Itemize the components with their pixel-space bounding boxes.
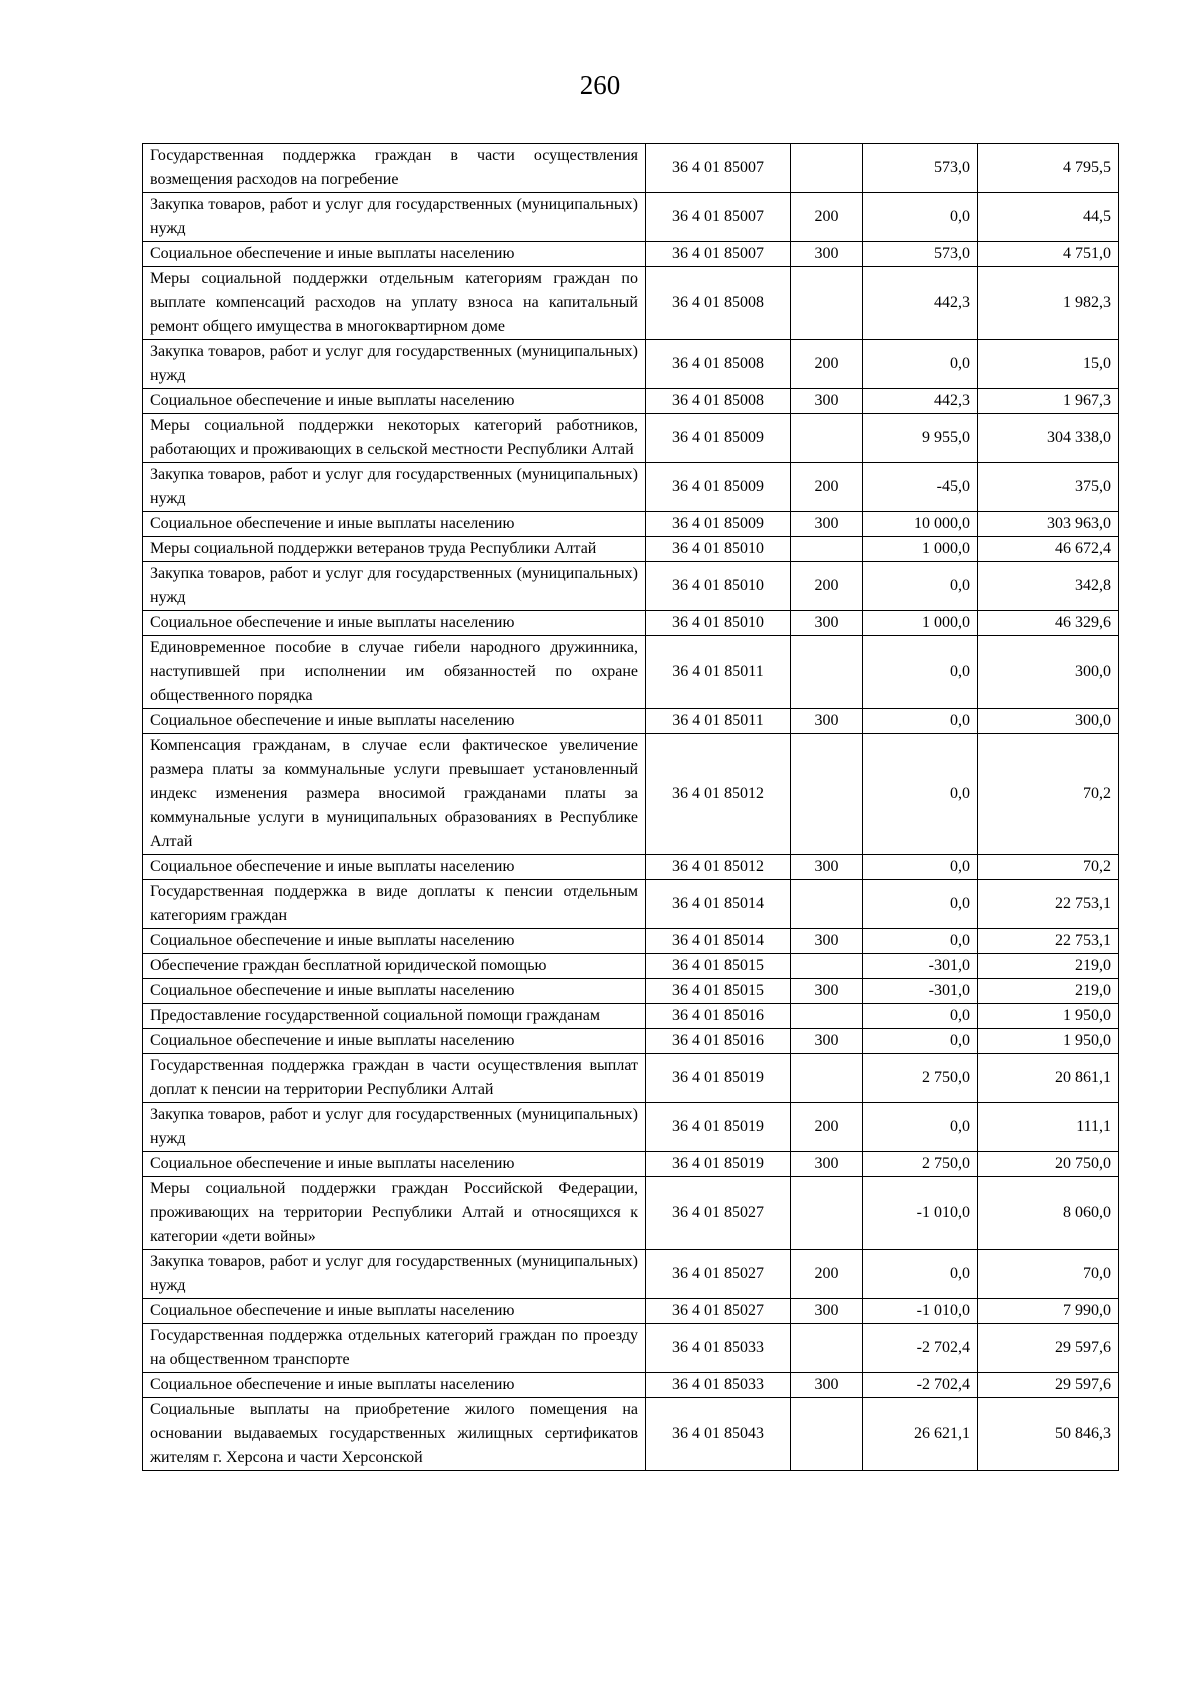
row-name-cell: Меры социальной поддержки ветеранов труда Республики Алтай [143,537,646,562]
row-name-cell: Социальное обеспечение и иные выплаты населению [143,611,646,636]
row-change-cell: 0,0 [863,734,978,855]
row-change-cell: 0,0 [863,929,978,954]
table-row [143,1373,1119,1398]
row-total-cell: 20 750,0 [978,1152,1119,1177]
row-code-cell: 36 4 01 85012 [646,855,791,880]
row-total-cell: 300,0 [978,709,1119,734]
row-expense-type-cell [791,1324,863,1373]
row-total-cell: 22 753,1 [978,929,1119,954]
row-total-cell: 1 982,3 [978,267,1119,340]
row-name-cell: Социальные выплаты на приобретение жилого помещения на основании выдаваемых государственных жилищных сертификатов жителям г. Херсона и части Херсонской [143,1398,646,1471]
row-code-cell: 36 4 01 85007 [646,144,791,193]
row-expense-type-cell: 200 [791,193,863,242]
row-total-cell: 20 861,1 [978,1054,1119,1103]
row-total-cell: 1 950,0 [978,1004,1119,1029]
table-row [143,242,1119,267]
row-total-cell: 50 846,3 [978,1398,1119,1471]
row-change-cell: 0,0 [863,1103,978,1152]
table-row [143,389,1119,414]
table-row [143,144,1119,193]
row-name-cell: Социальное обеспечение и иные выплаты населению [143,242,646,267]
row-expense-type-cell: 300 [791,929,863,954]
row-code-cell: 36 4 01 85019 [646,1152,791,1177]
row-change-cell: 573,0 [863,242,978,267]
row-total-cell: 111,1 [978,1103,1119,1152]
row-expense-type-cell [791,267,863,340]
row-name-cell: Государственная поддержка в виде доплаты к пенсии отдельным категориям граждан [143,880,646,929]
table-row [143,1324,1119,1373]
row-expense-type-cell: 300 [791,1152,863,1177]
row-change-cell: -1 010,0 [863,1299,978,1324]
row-expense-type-cell [791,734,863,855]
row-expense-type-cell [791,636,863,709]
table-row [143,193,1119,242]
budget-table [142,143,1119,1471]
table-row [143,611,1119,636]
row-change-cell: -1 010,0 [863,1177,978,1250]
row-expense-type-cell [791,1054,863,1103]
table-row [143,1250,1119,1299]
row-total-cell: 300,0 [978,636,1119,709]
table-row [143,929,1119,954]
row-code-cell: 36 4 01 85016 [646,1029,791,1054]
row-expense-type-cell: 300 [791,855,863,880]
row-expense-type-cell: 300 [791,1373,863,1398]
row-expense-type-cell: 200 [791,562,863,611]
row-code-cell: 36 4 01 85014 [646,880,791,929]
row-code-cell: 36 4 01 85027 [646,1250,791,1299]
row-code-cell: 36 4 01 85009 [646,414,791,463]
row-expense-type-cell [791,880,863,929]
row-expense-type-cell [791,1004,863,1029]
row-total-cell: 342,8 [978,562,1119,611]
row-name-cell: Государственная поддержка отдельных категорий граждан по проезду на общественном транспорте [143,1324,646,1373]
row-code-cell: 36 4 01 85019 [646,1103,791,1152]
row-total-cell: 46 329,6 [978,611,1119,636]
row-change-cell: -2 702,4 [863,1373,978,1398]
row-code-cell: 36 4 01 85007 [646,242,791,267]
table-row [143,1004,1119,1029]
row-code-cell: 36 4 01 85007 [646,193,791,242]
row-code-cell: 36 4 01 85033 [646,1373,791,1398]
table-row [143,512,1119,537]
row-total-cell: 29 597,6 [978,1324,1119,1373]
row-code-cell: 36 4 01 85009 [646,512,791,537]
table-row [143,979,1119,1004]
row-name-cell: Социальное обеспечение и иные выплаты населению [143,855,646,880]
row-name-cell: Меры социальной поддержки граждан Российской Федерации, проживающих на территории Республики Алтай и относящихся к категории «дети войны» [143,1177,646,1250]
row-expense-type-cell: 300 [791,389,863,414]
row-change-cell: 442,3 [863,267,978,340]
row-expense-type-cell: 300 [791,611,863,636]
row-change-cell: 2 750,0 [863,1152,978,1177]
row-code-cell: 36 4 01 85015 [646,954,791,979]
row-total-cell: 303 963,0 [978,512,1119,537]
table-row [143,463,1119,512]
table-row [143,340,1119,389]
row-name-cell: Социальное обеспечение и иные выплаты населению [143,389,646,414]
row-expense-type-cell: 300 [791,709,863,734]
row-code-cell: 36 4 01 85011 [646,636,791,709]
row-name-cell: Государственная поддержка граждан в части осуществления выплат доплат к пенсии на территории Республики Алтай [143,1054,646,1103]
row-code-cell: 36 4 01 85012 [646,734,791,855]
row-total-cell: 70,0 [978,1250,1119,1299]
row-expense-type-cell: 200 [791,1250,863,1299]
row-total-cell: 4 751,0 [978,242,1119,267]
row-name-cell: Закупка товаров, работ и услуг для государственных (муниципальных) нужд [143,1250,646,1299]
table-row [143,1299,1119,1324]
row-code-cell: 36 4 01 85010 [646,537,791,562]
row-total-cell: 375,0 [978,463,1119,512]
row-expense-type-cell [791,1398,863,1471]
table-row [143,562,1119,611]
row-change-cell: 1 000,0 [863,537,978,562]
row-name-cell: Социальное обеспечение и иные выплаты населению [143,929,646,954]
row-change-cell: 0,0 [863,1029,978,1054]
row-name-cell: Предоставление государственной социальной помощи гражданам [143,1004,646,1029]
row-code-cell: 36 4 01 85027 [646,1299,791,1324]
row-name-cell: Меры социальной поддержки отдельным категориям граждан по выплате компенсаций расходов на уплату взноса на капитальный ремонт общего имущества в многоквартирном доме [143,267,646,340]
row-name-cell: Закупка товаров, работ и услуг для государственных (муниципальных) нужд [143,193,646,242]
row-code-cell: 36 4 01 85019 [646,1054,791,1103]
row-total-cell: 70,2 [978,855,1119,880]
row-expense-type-cell: 300 [791,242,863,267]
row-total-cell: 219,0 [978,954,1119,979]
row-code-cell: 36 4 01 85043 [646,1398,791,1471]
row-code-cell: 36 4 01 85010 [646,611,791,636]
row-expense-type-cell [791,144,863,193]
budget-table-body [143,144,1119,1471]
row-name-cell: Социальное обеспечение и иные выплаты населению [143,979,646,1004]
row-expense-type-cell [791,414,863,463]
row-total-cell: 1 950,0 [978,1029,1119,1054]
row-name-cell: Социальное обеспечение и иные выплаты населению [143,1373,646,1398]
row-change-cell: -301,0 [863,979,978,1004]
row-code-cell: 36 4 01 85010 [646,562,791,611]
row-code-cell: 36 4 01 85008 [646,267,791,340]
row-change-cell: 0,0 [863,1250,978,1299]
row-change-cell: 0,0 [863,1004,978,1029]
row-name-cell: Компенсация гражданам, в случае если фактическое увеличение размера платы за коммунальные услуги превышает установленный индекс изменения размера вносимой гражданами платы за коммунальные услуги в муниципальных образованиях в Республике Алтай [143,734,646,855]
table-row [143,414,1119,463]
table-row [143,1029,1119,1054]
row-code-cell: 36 4 01 85033 [646,1324,791,1373]
row-change-cell: -45,0 [863,463,978,512]
table-row [143,880,1119,929]
row-name-cell: Закупка товаров, работ и услуг для государственных (муниципальных) нужд [143,463,646,512]
row-total-cell: 219,0 [978,979,1119,1004]
row-change-cell: -301,0 [863,954,978,979]
row-name-cell: Единовременное пособие в случае гибели народного дружинника, наступившей при исполнении им обязанностей по охране общественного порядка [143,636,646,709]
row-name-cell: Закупка товаров, работ и услуг для государственных (муниципальных) нужд [143,340,646,389]
row-code-cell: 36 4 01 85011 [646,709,791,734]
row-change-cell: 26 621,1 [863,1398,978,1471]
table-row [143,537,1119,562]
row-name-cell: Закупка товаров, работ и услуг для государственных (муниципальных) нужд [143,562,646,611]
row-change-cell: 9 955,0 [863,414,978,463]
row-total-cell: 1 967,3 [978,389,1119,414]
row-code-cell: 36 4 01 85015 [646,979,791,1004]
row-expense-type-cell: 200 [791,340,863,389]
row-name-cell: Государственная поддержка граждан в части осуществления возмещения расходов на погребение [143,144,646,193]
row-expense-type-cell: 200 [791,1103,863,1152]
row-name-cell: Социальное обеспечение и иные выплаты населению [143,1029,646,1054]
table-row [143,709,1119,734]
table-row [143,954,1119,979]
row-total-cell: 22 753,1 [978,880,1119,929]
row-change-cell: 0,0 [863,636,978,709]
row-total-cell: 46 672,4 [978,537,1119,562]
row-change-cell: -2 702,4 [863,1324,978,1373]
row-change-cell: 0,0 [863,562,978,611]
row-total-cell: 44,5 [978,193,1119,242]
row-change-cell: 2 750,0 [863,1054,978,1103]
row-expense-type-cell [791,954,863,979]
row-change-cell: 0,0 [863,340,978,389]
row-code-cell: 36 4 01 85014 [646,929,791,954]
row-expense-type-cell: 300 [791,1029,863,1054]
row-name-cell: Социальное обеспечение и иные выплаты населению [143,1299,646,1324]
row-expense-type-cell: 300 [791,512,863,537]
table-row [143,1398,1119,1471]
row-total-cell: 7 990,0 [978,1299,1119,1324]
row-expense-type-cell [791,537,863,562]
row-name-cell: Меры социальной поддержки некоторых категорий работников, работающих и проживающих в сельской местности Республики Алтай [143,414,646,463]
row-change-cell: 1 000,0 [863,611,978,636]
table-row [143,267,1119,340]
row-change-cell: 0,0 [863,193,978,242]
row-code-cell: 36 4 01 85027 [646,1177,791,1250]
row-change-cell: 442,3 [863,389,978,414]
row-change-cell: 0,0 [863,880,978,929]
row-name-cell: Закупка товаров, работ и услуг для государственных (муниципальных) нужд [143,1103,646,1152]
row-total-cell: 70,2 [978,734,1119,855]
row-code-cell: 36 4 01 85008 [646,389,791,414]
row-name-cell: Социальное обеспечение и иные выплаты населению [143,1152,646,1177]
table-row [143,734,1119,855]
row-change-cell: 10 000,0 [863,512,978,537]
row-name-cell: Социальное обеспечение и иные выплаты населению [143,512,646,537]
table-row [143,1054,1119,1103]
row-expense-type-cell: 300 [791,1299,863,1324]
table-row [143,1103,1119,1152]
row-name-cell: Социальное обеспечение и иные выплаты населению [143,709,646,734]
row-code-cell: 36 4 01 85009 [646,463,791,512]
table-row [143,855,1119,880]
row-change-cell: 0,0 [863,855,978,880]
table-row [143,1177,1119,1250]
row-total-cell: 304 338,0 [978,414,1119,463]
page-number: 260 [579,70,621,100]
row-code-cell: 36 4 01 85016 [646,1004,791,1029]
row-name-cell: Обеспечение граждан бесплатной юридической помощью [143,954,646,979]
row-expense-type-cell [791,1177,863,1250]
row-expense-type-cell: 300 [791,979,863,1004]
row-code-cell: 36 4 01 85008 [646,340,791,389]
table-row [143,636,1119,709]
row-expense-type-cell: 200 [791,463,863,512]
table-row [143,1152,1119,1177]
row-total-cell: 29 597,6 [978,1373,1119,1398]
row-total-cell: 15,0 [978,340,1119,389]
row-total-cell: 8 060,0 [978,1177,1119,1250]
row-total-cell: 4 795,5 [978,144,1119,193]
row-change-cell: 0,0 [863,709,978,734]
row-change-cell: 573,0 [863,144,978,193]
